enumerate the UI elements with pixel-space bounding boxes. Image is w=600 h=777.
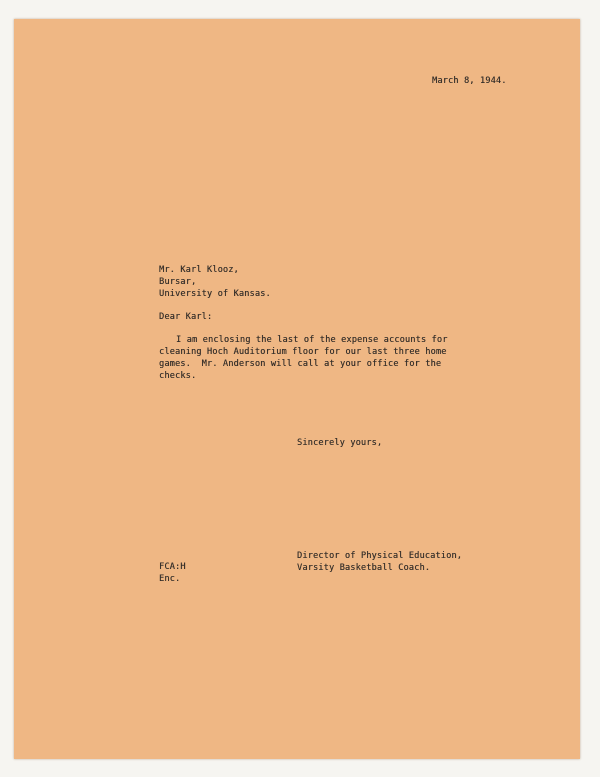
body-line-2: cleaning Hoch Auditorium floor for our last three home <box>159 347 447 357</box>
body-line-4: checks. <box>159 371 197 381</box>
recipient-name: Mr. Karl Klooz, <box>159 265 239 275</box>
enclosure-note: Enc. <box>159 574 181 584</box>
recipient-institution: University of Kansas. <box>159 289 271 299</box>
letter-page <box>14 19 580 759</box>
body-line-3: games. Mr. Anderson will call at your office for the <box>159 359 442 369</box>
signature-subtitle: Varsity Basketball Coach. <box>297 563 431 573</box>
salutation: Dear Karl: <box>159 312 213 322</box>
reference-initials: FCA:H <box>159 562 186 572</box>
recipient-title: Bursar, <box>159 277 197 287</box>
signature-title: Director of Physical Education, <box>297 551 463 561</box>
letter-date: March 8, 1944. <box>432 76 507 86</box>
closing: Sincerely yours, <box>297 438 383 448</box>
body-line-1: I am enclosing the last of the expense accounts for <box>176 335 448 345</box>
